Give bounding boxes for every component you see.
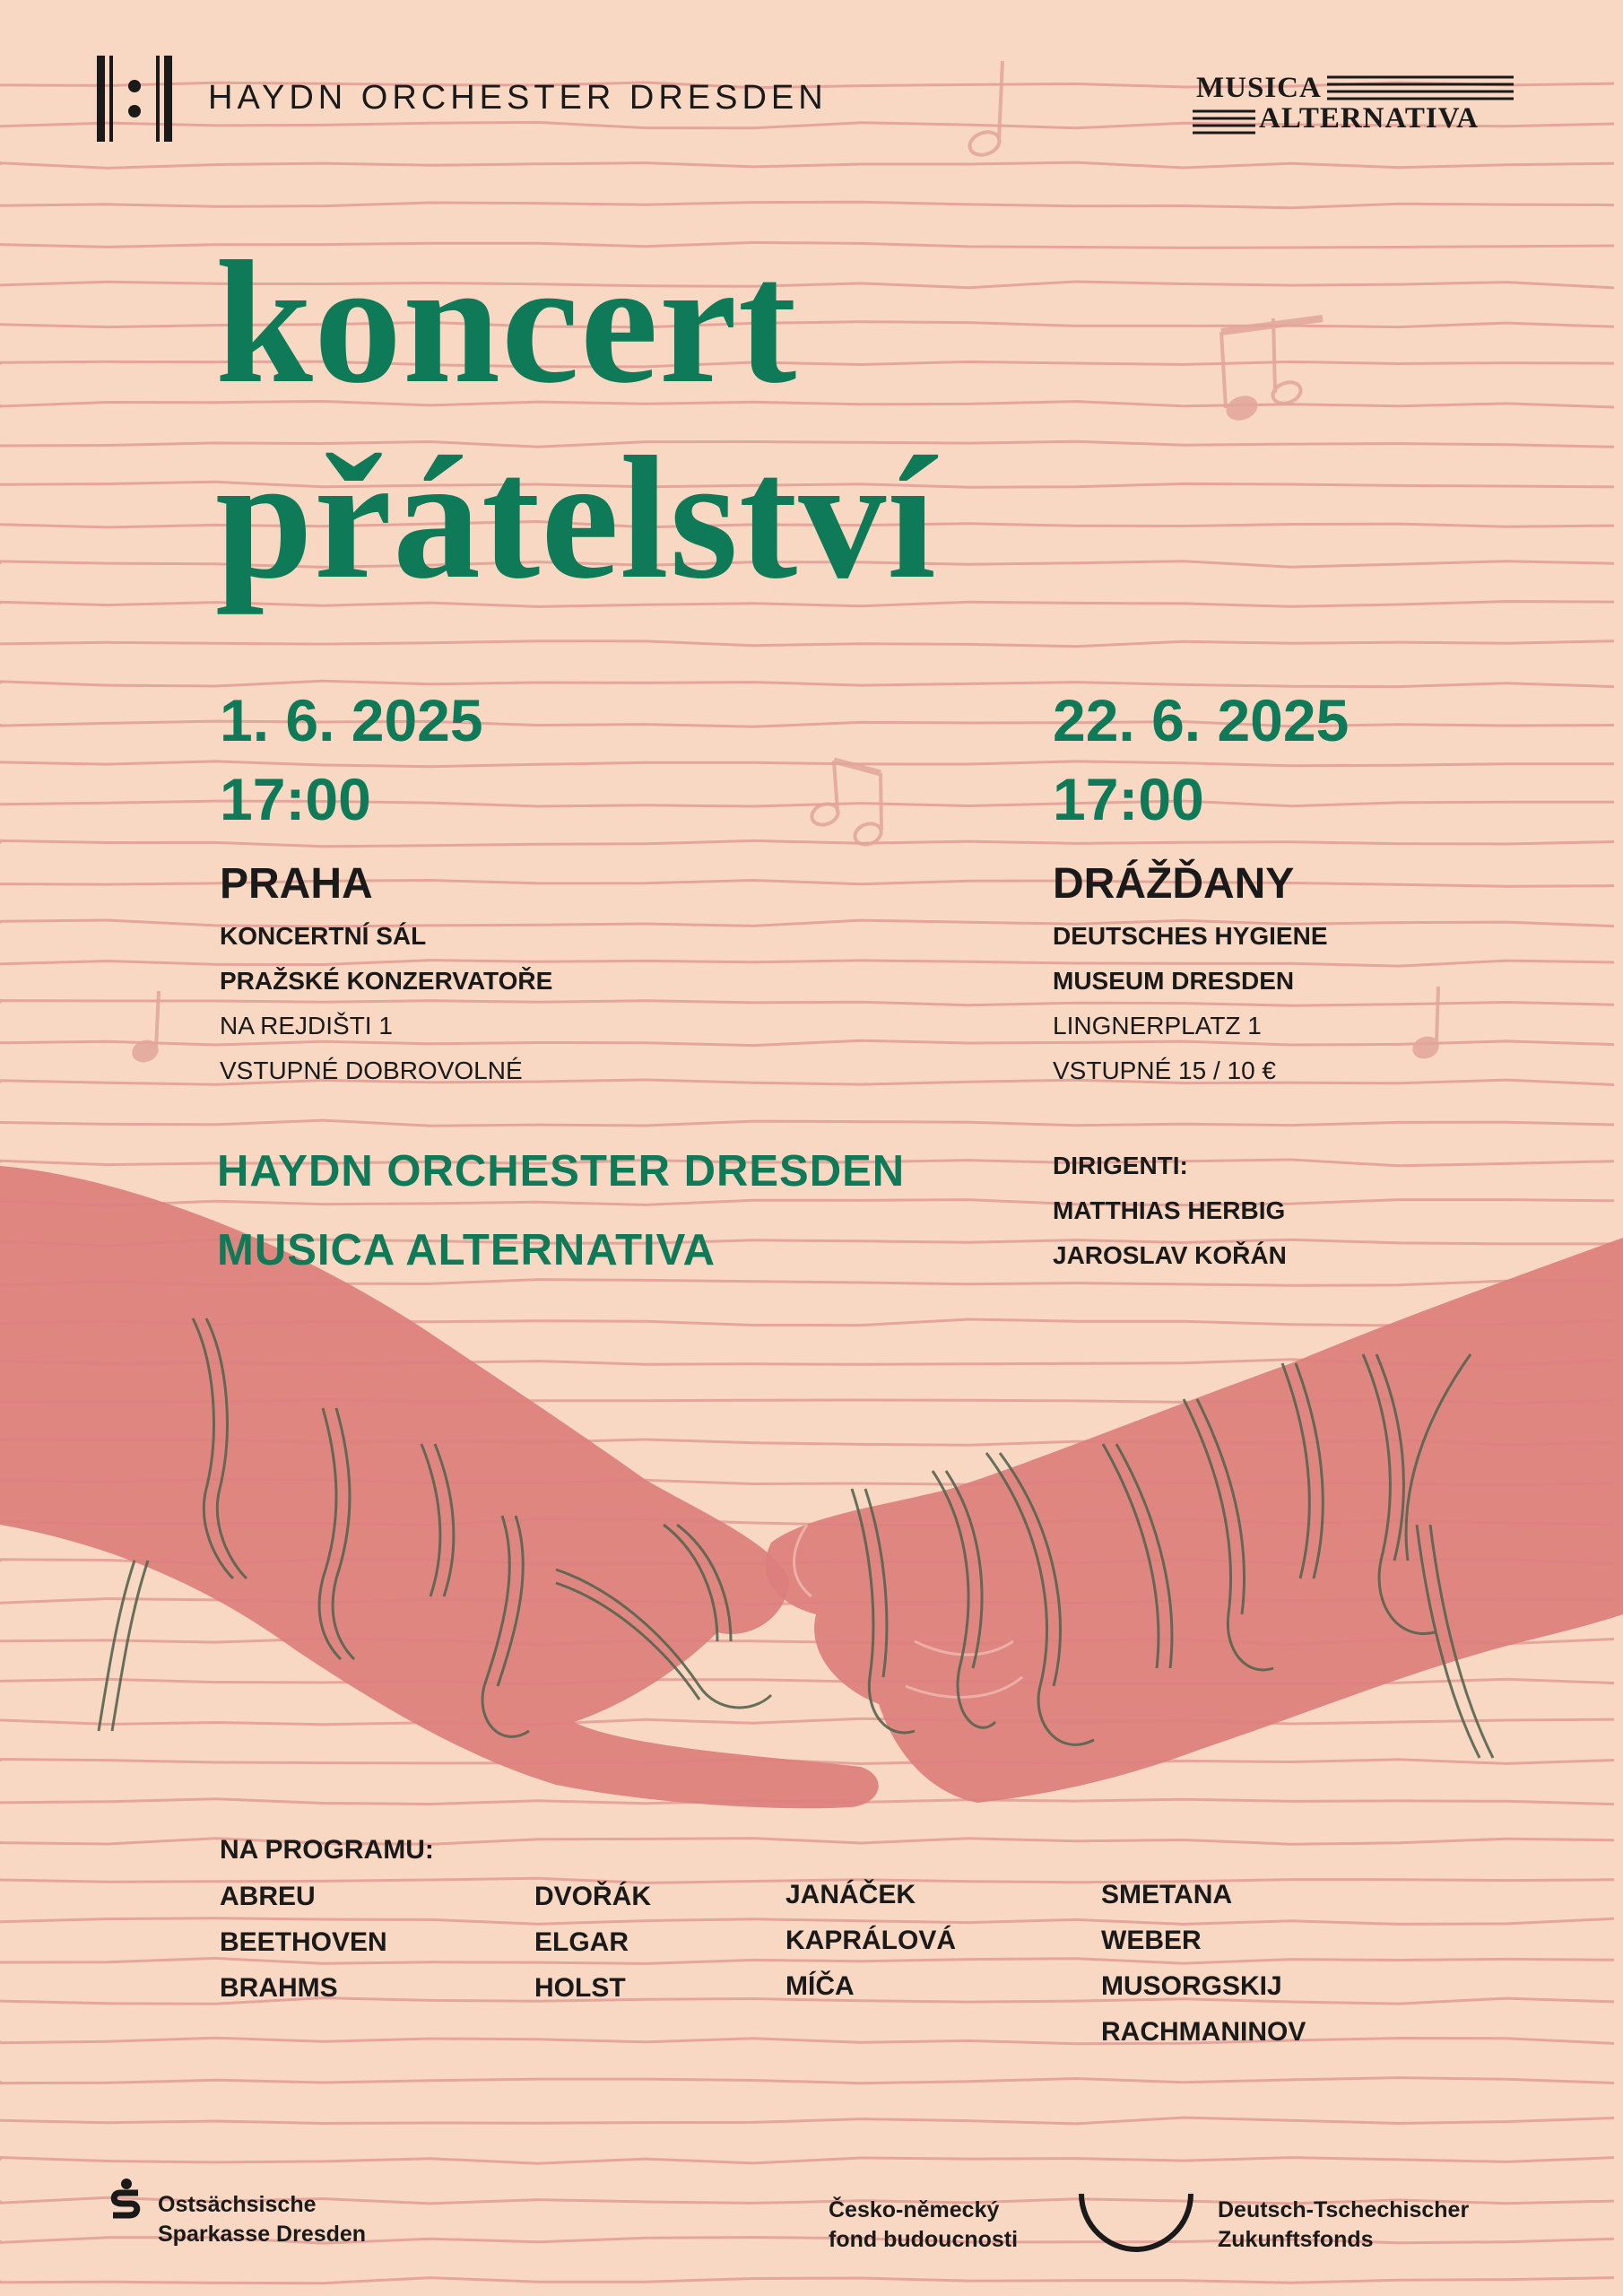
composer-beethoven: BEETHOVEN [220, 1927, 387, 1957]
performer-2: MUSICA ALTERNATIVA [217, 1226, 716, 1274]
event-2-time: 17:00 [1053, 766, 1204, 832]
staff-line [0, 2278, 1614, 2283]
composer-weber: WEBER [1101, 1926, 1202, 1955]
sparkasse-name-line-1: Ostsächsische [158, 2192, 317, 2217]
musica-alternativa-logo [1193, 72, 1515, 136]
staff-line [0, 2038, 1614, 2044]
staff-line [0, 2158, 1614, 2164]
logo-line-alternativa: ALTERNATIVA [1259, 102, 1480, 135]
conductor-2: JAROSLAV KOŘÁN [1053, 1241, 1287, 1269]
event-2-admission: VSTUPNÉ 15 / 10 € [1053, 1057, 1277, 1084]
logo-line-musica: MUSICA [1196, 72, 1322, 104]
staff-line [0, 961, 1614, 967]
staff-line [0, 1120, 1614, 1126]
staff-line [0, 1718, 1614, 1725]
event-1-address: NA REJDIŠTI 1 [220, 1012, 393, 1039]
staff-line [0, 641, 1614, 647]
composer-kapralova: KAPRÁLOVÁ [785, 1926, 957, 1955]
event-2-address: LINGNERPLATZ 1 [1053, 1012, 1262, 1039]
composer-dvorak: DVOŘÁK [534, 1882, 652, 1911]
fund-de-line-1: Deutsch-Tschechischer [1218, 2197, 1470, 2222]
sparkasse-logo-icon [109, 2178, 143, 2222]
orchestra-name-header: HAYDN ORCHESTER DRESDEN [208, 79, 828, 117]
staff-line [0, 202, 1614, 207]
event-1-venue-line-1: KONCERTNÍ SÁL [220, 922, 427, 950]
composer-rachmaninov: RACHMANINOV [1101, 2017, 1306, 2047]
performer-1: HAYDN ORCHESTER DRESDEN [217, 1147, 906, 1196]
composer-abreu: ABREU [220, 1882, 316, 1911]
composer-mica: MÍČA [785, 1971, 855, 2001]
staff-line [0, 1958, 1614, 1963]
event-1-venue-line-2: PRAŽSKÉ KONZERVATOŘE [220, 967, 553, 995]
staff-line [0, 1918, 1614, 1925]
event-2-venue-line-1: DEUTSCHES HYGIENE [1053, 922, 1328, 950]
composer-musorgskij: MUSORGSKIJ [1101, 1971, 1282, 2001]
conductor-1: MATTHIAS HERBIG [1053, 1196, 1286, 1224]
haydn-orchester-logo-icon [97, 56, 172, 142]
composer-holst: HOLST [534, 1973, 626, 2003]
event-1-date: 1. 6. 2025 [220, 687, 483, 753]
event-1-admission: VSTUPNÉ DOBROVOLNÉ [220, 1057, 523, 1084]
event-2-venue-line-2: MUSEUM DRESDEN [1053, 967, 1295, 995]
fund-cz-line-2: fond budoucnosti [829, 2227, 1019, 2252]
staff-line [0, 1200, 1614, 1206]
fund-de-line-2: Zukunftsfonds [1218, 2227, 1374, 2252]
staff-line [0, 2078, 1614, 2083]
future-fund-logo-icon [1076, 2190, 1196, 2255]
title-line-1: koncert [215, 225, 798, 420]
staff-line [0, 162, 1614, 168]
event-1-time: 17:00 [220, 766, 371, 832]
note-right-edge [1411, 987, 1439, 1060]
event-1-city: PRAHA [220, 860, 373, 908]
half-note-top [967, 61, 1002, 159]
conductors-label: DIRIGENTI: [1053, 1152, 1188, 1179]
staff-line [0, 2118, 1614, 2124]
staff-line [0, 840, 1614, 846]
composer-smetana: SMETANA [1101, 1880, 1233, 1909]
event-2-date: 22. 6. 2025 [1053, 687, 1350, 753]
staff-line [0, 681, 1614, 686]
composer-brahms: BRAHMS [220, 1973, 338, 2003]
fund-cz-line-1: Česko-německý [829, 2197, 1000, 2222]
staff-line [0, 1040, 1614, 1045]
sparkasse-name-line-2: Sparkasse Dresden [158, 2222, 367, 2247]
beamed-notes-upper [1221, 318, 1323, 422]
title-line-2: přátelství [215, 421, 937, 615]
program-label: NA PROGRAMU: [220, 1835, 434, 1865]
event-2-city: DRÁŽĎANY [1053, 860, 1295, 908]
composer-janacek: JANÁČEK [785, 1880, 916, 1909]
staff-line [0, 1001, 1614, 1006]
composer-elgar: ELGAR [534, 1927, 629, 1957]
